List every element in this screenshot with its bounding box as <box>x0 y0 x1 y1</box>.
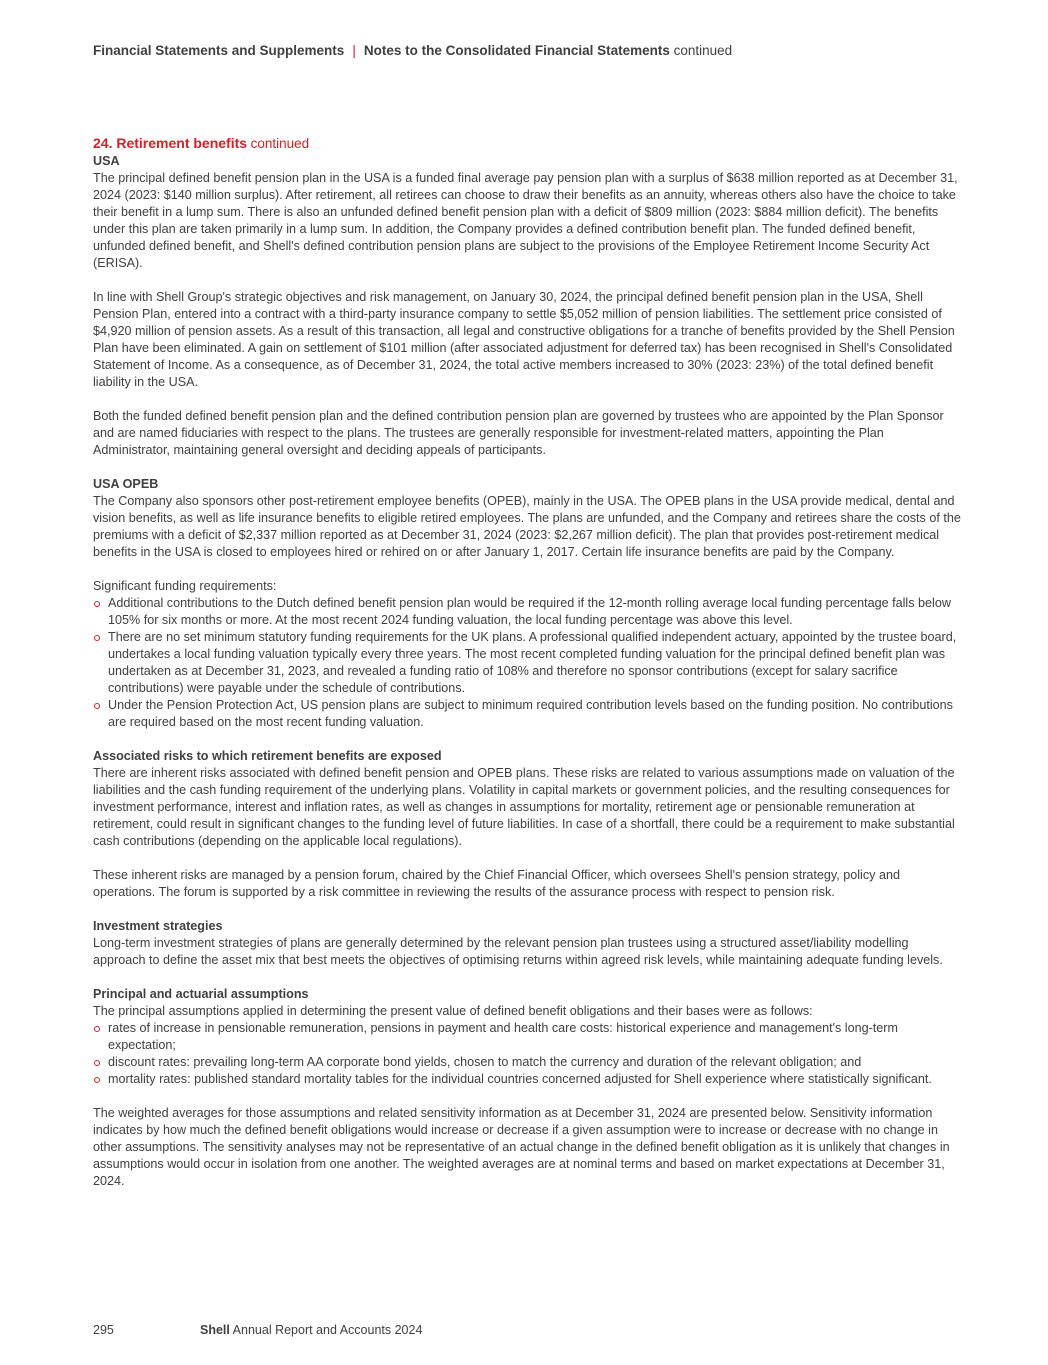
list-item: Under the Pension Protection Act, US pension plans are subject to minimum required contribution levels based on the funding position. No contributions are required based on the most recent funding valuation. <box>93 697 963 731</box>
assumptions-heading: Principal and actuarial assumptions <box>93 987 309 1001</box>
list-item: There are no set minimum statutory funding requirements for the UK plans. A professional qualified independent actuary, appointed by the trustee board, undertakes a local funding valuation typically every three years. The most recent completed funding valuation for the principal defined benefit plan was undertaken as at December 31, 2023, and revealed a funding ratio of 108% and therefore no sponsor contributions (except for salary sacrifice contributions) were payable under the schedule of contributions. <box>93 629 963 697</box>
opeb-paragraph-1: The Company also sponsors other post-retirement employee benefits (OPEB), mainly in the USA. The OPEB plans in the USA provide medical, dental and vision benefits, as well as life insurance benefits to eligible retired employees. The plans are unfunded, and the Company and retirees share the costs of the premiums with a deficit of $2,337 million reported as at December 31, 2024 (2023: $2,267 million deficit). The plan that provides post-retirement medical benefits in the USA is closed to employees hired or rehired on or after January 1, 2017. Certain life insurance benefits are paid by the Company. <box>93 494 961 559</box>
page-number: 295 <box>93 1323 114 1337</box>
investment-heading: Investment strategies <box>93 919 223 933</box>
list-item: rates of increase in pensionable remuneration, pensions in payment and health care costs: historical experience and management's long-term expectation; <box>93 1020 963 1054</box>
assumptions-intro: The principal assumptions applied in determining the present value of defined benefit obligations and their bases were as follows: <box>93 1004 813 1018</box>
funding-heading: Significant funding requirements: <box>93 579 277 593</box>
list-item: mortality rates: published standard mortality tables for the individual countries concerned adjusted for Shell experience where statistically significant. <box>93 1071 963 1088</box>
risks-paragraph-2: These inherent risks are managed by a pension forum, chaired by the Chief Financial Officer, which oversees Shell's pension strategy, policy and operations. The forum is supported by a risk committee in reviewing the results of the assurance process with respect to pension risk. <box>93 868 900 899</box>
assumptions-list <box>93 1020 963 1088</box>
risks-heading: Associated risks to which retirement benefits are exposed <box>93 749 442 763</box>
page-footer <box>93 1323 422 1337</box>
section-continued: continued <box>250 136 310 151</box>
header-separator: | <box>352 43 356 58</box>
assumptions-paragraph-2: The weighted averages for those assumptions and related sensitivity information as at December 31, 2024 are presented below. Sensitivity information indicates by how much the defined benefit obligations would increase or decrease if a given assumption were to increase or decrease with no change in other assumptions. The sensitivity analyses may not be representative of an actual change in the defined benefit obligation as it is unlikely that changes in assumptions would occur in isolation from one another. The weighted averages are at nominal terms and based on market expectations at December 31, 2024. <box>93 1106 950 1188</box>
list-item: discount rates: prevailing long-term AA corporate bond yields, chosen to match the currency and duration of the relevant obligation; and <box>93 1054 963 1071</box>
section-title: 24. Retirement benefits <box>93 135 248 151</box>
list-item: Additional contributions to the Dutch defined benefit pension plan would be required if the 12-month rolling average local funding percentage falls below 105% for six months or more. At the most recent 2024 funding valuation, the local funding percentage was above this level. <box>93 595 963 629</box>
usa-paragraph-2: In line with Shell Group's strategic objectives and risk management, on January 30, 2024, the principal defined benefit pension plan in the USA, Shell Pension Plan, entered into a contract with a third-party insurance company to settle $5,052 million of pension liabilities. The settlement price consisted of $4,920 million of pension assets. As a result of this transaction, all legal and constructive obligations for a tranche of benefits provided by the Shell Pension Plan have been eliminated. A gain on settlement of $101 million (after associated adjustment for deferred tax) has been recognised in Shell's Consolidated Statement of Income. As a consequence, as of December 31, 2024, the total active members increased to 30% (2023: 23%) of the total defined benefit liability in the USA. <box>93 290 955 389</box>
investment-paragraph-1: Long-term investment strategies of plans are generally determined by the relevant pension plan trustees using a structured asset/liability modelling approach to define the asset mix that best meets the objectives of optimising returns within agreed risk levels, while maintaining adequate funding levels. <box>93 936 943 967</box>
usa-heading: USA <box>93 154 120 168</box>
header-subsection: Notes to the Consolidated Financial Statements <box>363 43 670 58</box>
header-section: Financial Statements and Supplements <box>93 43 345 58</box>
section-heading <box>93 135 963 153</box>
usa-paragraph-3: Both the funded defined benefit pension plan and the defined contribution pension plan are governed by trustees who are appointed by the Plan Sponsor and are named fiduciaries with respect to the plans. The trustees are generally responsible for investment-related matters, appointing the Plan Administrator, maintaining general oversight and deciding appeals of participants. <box>93 409 944 457</box>
footer-publication: Annual Report and Accounts 2024 <box>232 1323 423 1337</box>
opeb-heading: USA OPEB <box>93 477 159 491</box>
running-header <box>93 43 732 58</box>
header-continued: continued <box>673 43 733 58</box>
usa-paragraph-1: The principal defined benefit pension plan in the USA is a funded final average pay pension plan with a surplus of $638 million reported as at December 31, 2024 (2023: $140 million surplus). After retirement, all retirees can choose to draw their benefits as an annuity, whereas others also have the choice to take their benefit in a lump sum. There is also an unfunded defined benefit pension plan with a deficit of $809 million (2023: $884 million deficit). The benefits under this plan are taken primarily in a lump sum. In addition, the Company provides a defined contribution benefit plan. The funded defined benefit, unfunded defined benefit, and Shell's defined contribution pension plans are subject to the provisions of the Employee Retirement Income Security Act (ERISA). <box>93 171 958 270</box>
main-content <box>93 135 963 1207</box>
funding-list <box>93 595 963 731</box>
footer-brand: Shell <box>200 1323 230 1337</box>
risks-paragraph-1: There are inherent risks associated with defined benefit pension and OPEB plans. These risks are related to various assumptions made on valuation of the liabilities and the cash funding requirement of the underlying plans. Volatility in capital markets or government policies, and the resulting consequences for investment performance, interest and inflation rates, as well as changes in assumptions for mortality, retirement age or pensionable remuneration at retirement, could result in significant changes to the funding level of future liabilities. In case of a shortfall, there could be a requirement to make substantial cash contributions (depending on the applicable local regulations). <box>93 766 955 848</box>
